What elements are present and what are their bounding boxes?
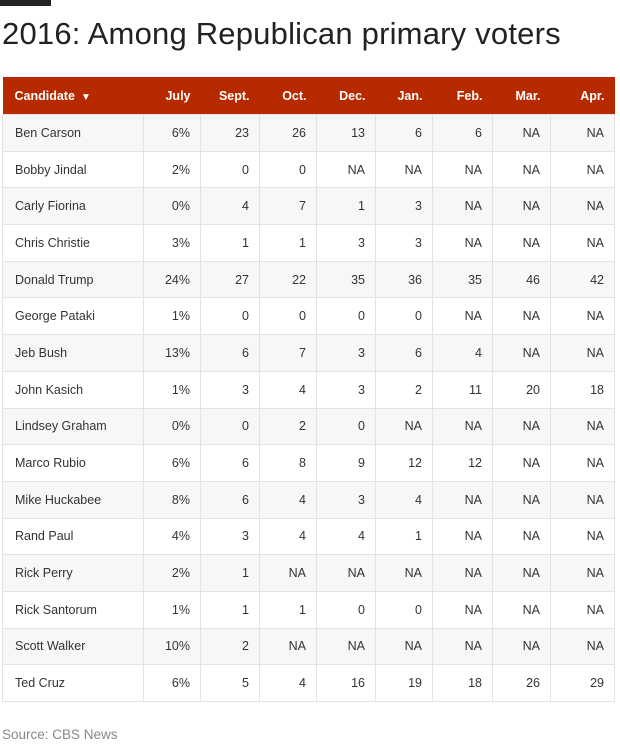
table-row (3, 261, 615, 298)
value-cell: NA (376, 628, 433, 665)
table-row (3, 371, 615, 408)
candidate-name-cell: Ben Carson (3, 115, 144, 152)
value-cell: 4 (376, 481, 433, 518)
value-cell: 2% (144, 151, 201, 188)
value-cell: NA (551, 335, 615, 372)
value-cell: 1 (201, 591, 260, 628)
value-cell: 3% (144, 225, 201, 262)
value-cell: NA (493, 555, 551, 592)
value-cell: NA (551, 151, 615, 188)
value-cell: 27 (201, 261, 260, 298)
value-cell: 1 (317, 188, 376, 225)
candidate-name-cell: Lindsey Graham (3, 408, 144, 445)
page-title: 2016: Among Republican primary voters (2, 16, 561, 51)
candidate-name-cell: Rick Santorum (3, 591, 144, 628)
value-cell: NA (551, 115, 615, 152)
value-cell: 4 (433, 335, 493, 372)
value-cell: 3 (376, 188, 433, 225)
table-row (3, 555, 615, 592)
value-cell: 3 (317, 335, 376, 372)
value-cell: 2 (201, 628, 260, 665)
candidate-name-cell: Rick Perry (3, 555, 144, 592)
results-table (2, 77, 615, 702)
table-row (3, 298, 615, 335)
value-cell: 20 (493, 371, 551, 408)
value-cell: NA (493, 445, 551, 482)
value-cell: NA (493, 518, 551, 555)
value-cell: NA (493, 628, 551, 665)
candidate-name-cell: Donald Trump (3, 261, 144, 298)
value-cell: 1 (376, 518, 433, 555)
candidate-name-cell: Bobby Jindal (3, 151, 144, 188)
table-row (3, 665, 615, 702)
value-cell: 12 (376, 445, 433, 482)
value-cell: NA (493, 591, 551, 628)
value-cell: NA (433, 151, 493, 188)
value-cell: NA (493, 298, 551, 335)
value-cell: NA (317, 628, 376, 665)
table-row (3, 408, 615, 445)
candidate-name-cell: Chris Christie (3, 225, 144, 262)
column-header: Oct. (260, 77, 317, 115)
value-cell: NA (433, 298, 493, 335)
value-cell: 9 (317, 445, 376, 482)
value-cell: 42 (551, 261, 615, 298)
column-header: Jan. (376, 77, 433, 115)
value-cell: 0 (317, 298, 376, 335)
value-cell: 4 (317, 518, 376, 555)
candidate-name-cell: Jeb Bush (3, 335, 144, 372)
value-cell: 7 (260, 335, 317, 372)
value-cell: 46 (493, 261, 551, 298)
value-cell: NA (433, 481, 493, 518)
table-row (3, 115, 615, 152)
value-cell: 3 (317, 481, 376, 518)
value-cell: NA (551, 481, 615, 518)
value-cell: 29 (551, 665, 615, 702)
value-cell: 4% (144, 518, 201, 555)
value-cell: 0 (201, 298, 260, 335)
value-cell: NA (376, 151, 433, 188)
value-cell: NA (433, 555, 493, 592)
table-row (3, 628, 615, 665)
value-cell: NA (551, 188, 615, 225)
value-cell: 4 (260, 481, 317, 518)
header-row (3, 77, 615, 115)
table-row (3, 225, 615, 262)
value-cell: NA (260, 628, 317, 665)
table-row (3, 335, 615, 372)
value-cell: 6% (144, 115, 201, 152)
value-cell: 4 (201, 188, 260, 225)
value-cell: NA (317, 151, 376, 188)
value-cell: 6 (201, 481, 260, 518)
value-cell: 1 (260, 591, 317, 628)
value-cell: 3 (317, 371, 376, 408)
value-cell: NA (493, 188, 551, 225)
value-cell: 10% (144, 628, 201, 665)
value-cell: NA (551, 225, 615, 262)
value-cell: 35 (433, 261, 493, 298)
value-cell: NA (376, 555, 433, 592)
value-cell: NA (433, 408, 493, 445)
value-cell: 6 (433, 115, 493, 152)
value-cell: 26 (260, 115, 317, 152)
value-cell: NA (551, 298, 615, 335)
table-row (3, 481, 615, 518)
value-cell: 1 (201, 225, 260, 262)
value-cell: 0 (201, 408, 260, 445)
value-cell: 2% (144, 555, 201, 592)
candidate-name-cell: Marco Rubio (3, 445, 144, 482)
value-cell: 8 (260, 445, 317, 482)
value-cell: 18 (433, 665, 493, 702)
value-cell: 4 (260, 518, 317, 555)
value-cell: 3 (317, 225, 376, 262)
value-cell: 35 (317, 261, 376, 298)
table-row (3, 188, 615, 225)
column-header-candidate[interactable] (3, 77, 144, 115)
value-cell: 0 (260, 151, 317, 188)
value-cell: 0% (144, 408, 201, 445)
value-cell: 1 (201, 555, 260, 592)
value-cell: 8% (144, 481, 201, 518)
table-row (3, 151, 615, 188)
value-cell: 12 (433, 445, 493, 482)
value-cell: NA (551, 518, 615, 555)
value-cell: NA (551, 408, 615, 445)
value-cell: 23 (201, 115, 260, 152)
value-cell: NA (493, 115, 551, 152)
value-cell: 2 (376, 371, 433, 408)
value-cell: 6 (376, 335, 433, 372)
value-cell: 24% (144, 261, 201, 298)
value-cell: 6% (144, 665, 201, 702)
value-cell: NA (433, 225, 493, 262)
value-cell: NA (493, 225, 551, 262)
value-cell: NA (493, 408, 551, 445)
column-header: Dec. (317, 77, 376, 115)
value-cell: 18 (551, 371, 615, 408)
column-header: Feb. (433, 77, 493, 115)
value-cell: 13% (144, 335, 201, 372)
value-cell: NA (433, 518, 493, 555)
value-cell: 0 (376, 591, 433, 628)
value-cell: 0 (260, 298, 317, 335)
column-header: Mar. (493, 77, 551, 115)
value-cell: 0 (201, 151, 260, 188)
value-cell: 0 (317, 408, 376, 445)
value-cell: 22 (260, 261, 317, 298)
value-cell: NA (551, 445, 615, 482)
value-cell: NA (551, 555, 615, 592)
value-cell: 4 (260, 665, 317, 702)
value-cell: 6% (144, 445, 201, 482)
column-header: Apr. (551, 77, 615, 115)
candidate-name-cell: Carly Fiorina (3, 188, 144, 225)
value-cell: NA (493, 335, 551, 372)
candidate-name-cell: Ted Cruz (3, 665, 144, 702)
value-cell: 6 (376, 115, 433, 152)
value-cell: 6 (201, 445, 260, 482)
table-body (3, 115, 615, 702)
value-cell: 13 (317, 115, 376, 152)
value-cell: NA (433, 628, 493, 665)
value-cell: 3 (376, 225, 433, 262)
value-cell: 16 (317, 665, 376, 702)
table-row (3, 445, 615, 482)
value-cell: 0 (376, 298, 433, 335)
candidate-name-cell: Mike Huckabee (3, 481, 144, 518)
value-cell: NA (551, 591, 615, 628)
value-cell: 1% (144, 371, 201, 408)
value-cell: 6 (201, 335, 260, 372)
value-cell: 26 (493, 665, 551, 702)
value-cell: 36 (376, 261, 433, 298)
top-accent-bar (0, 0, 51, 6)
value-cell: NA (433, 591, 493, 628)
value-cell: NA (493, 481, 551, 518)
value-cell: 3 (201, 371, 260, 408)
value-cell: NA (433, 188, 493, 225)
candidate-name-cell: Scott Walker (3, 628, 144, 665)
value-cell: 1 (260, 225, 317, 262)
value-cell: 0% (144, 188, 201, 225)
value-cell: 5 (201, 665, 260, 702)
value-cell: 11 (433, 371, 493, 408)
candidate-name-cell: John Kasich (3, 371, 144, 408)
column-header-label: Candidate (14, 88, 75, 103)
column-header: July (144, 77, 201, 115)
value-cell: 3 (201, 518, 260, 555)
candidate-name-cell: Rand Paul (3, 518, 144, 555)
value-cell: NA (317, 555, 376, 592)
value-cell: 0 (317, 591, 376, 628)
value-cell: 2 (260, 408, 317, 445)
table-row (3, 518, 615, 555)
value-cell: NA (493, 151, 551, 188)
value-cell: NA (260, 555, 317, 592)
value-cell: NA (376, 408, 433, 445)
candidate-name-cell: George Pataki (3, 298, 144, 335)
column-header: Sept. (201, 77, 260, 115)
table-row (3, 591, 615, 628)
value-cell: NA (551, 628, 615, 665)
value-cell: 1% (144, 591, 201, 628)
value-cell: 1% (144, 298, 201, 335)
sort-down-icon[interactable]: ▼ (80, 91, 91, 103)
value-cell: 7 (260, 188, 317, 225)
value-cell: 19 (376, 665, 433, 702)
source-note: Source: CBS News (2, 727, 118, 742)
value-cell: 4 (260, 371, 317, 408)
